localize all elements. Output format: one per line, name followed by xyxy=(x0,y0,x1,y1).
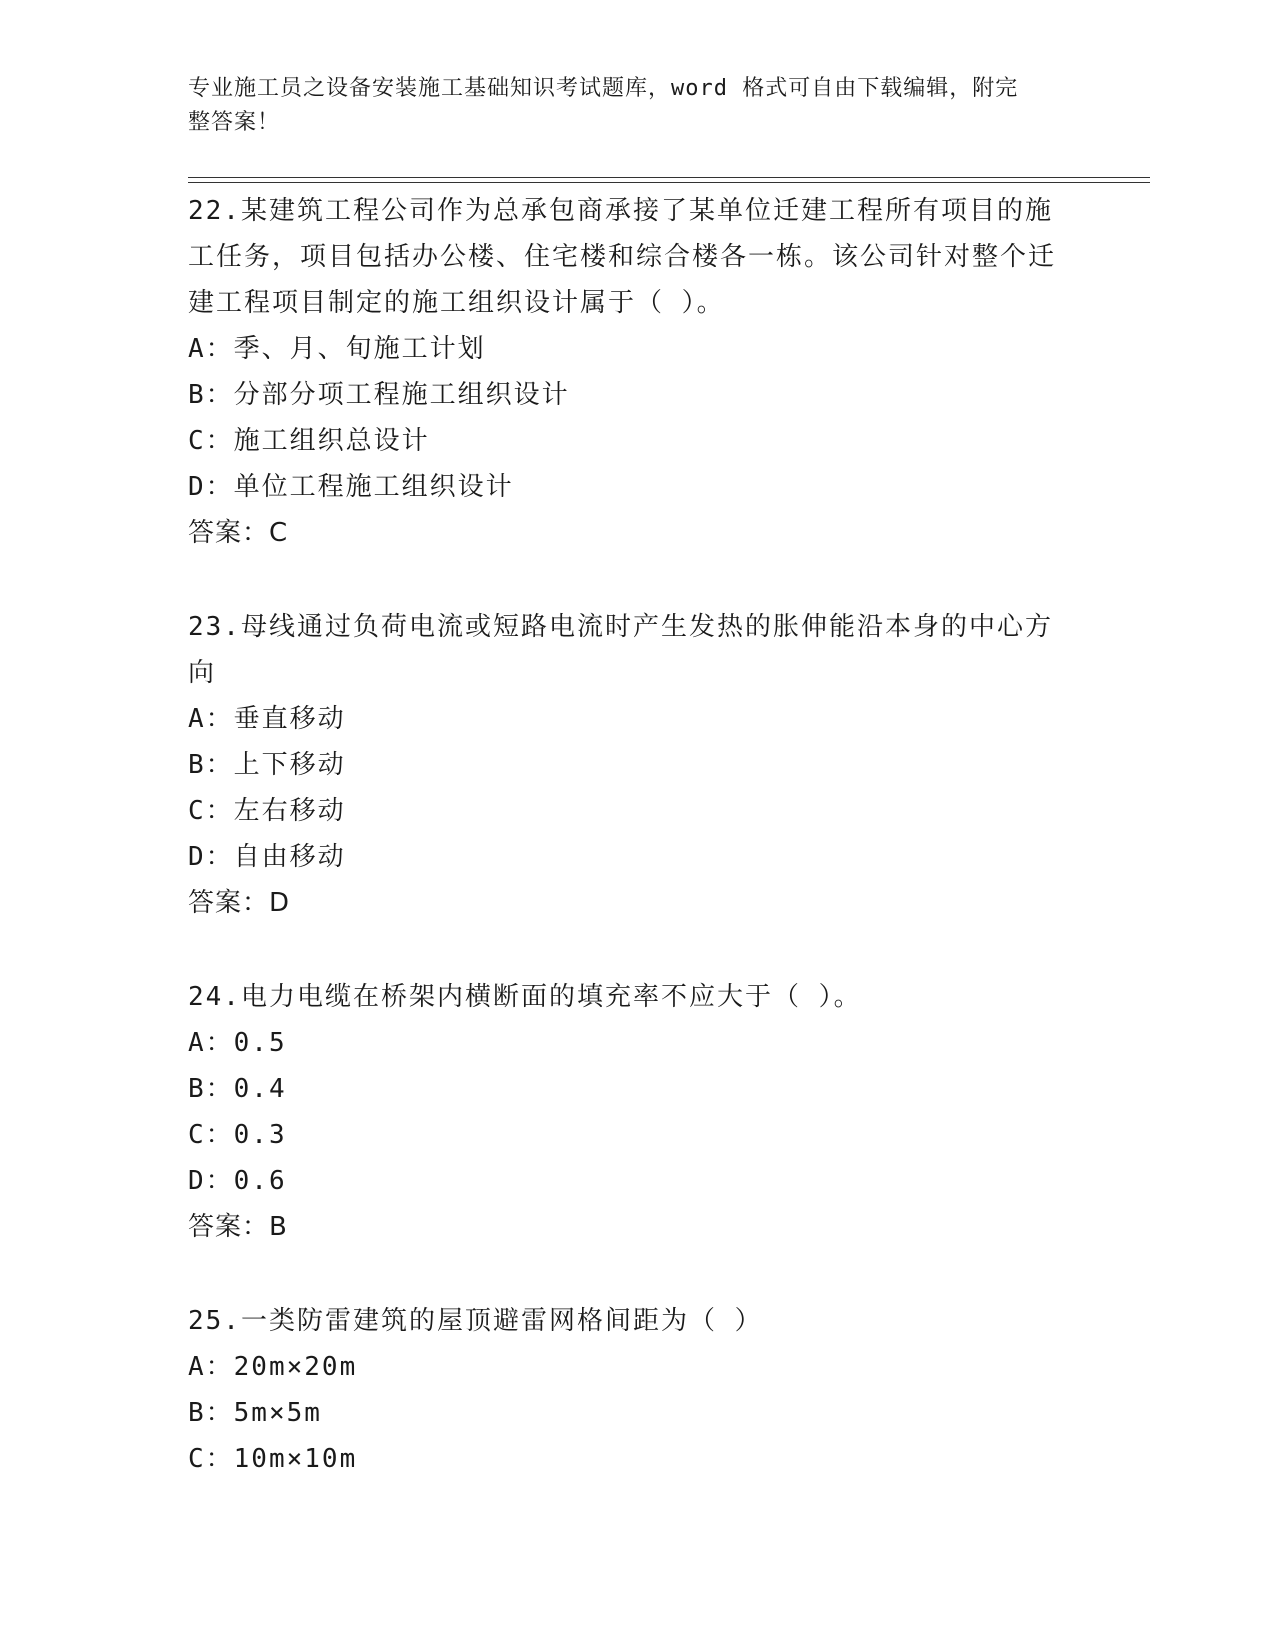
option-key: D： xyxy=(188,472,234,502)
option-text: 垂直移动 xyxy=(233,704,346,734)
option-text: 5m×5m xyxy=(233,1398,322,1428)
answer-line: 答案：C xyxy=(188,518,289,548)
question-item xyxy=(188,974,1088,1250)
answer-option xyxy=(188,1158,1088,1204)
option-text: 季、月、旬施工计划 xyxy=(233,334,486,364)
option-text: 0.4 xyxy=(233,1074,287,1104)
option-key: A： xyxy=(188,1352,234,1382)
option-text: 20m×20m xyxy=(233,1352,358,1382)
option-text: 左右移动 xyxy=(233,796,346,826)
answer-option xyxy=(188,464,1088,510)
answer-option xyxy=(188,326,1088,372)
option-text: 分部分项工程施工组织设计 xyxy=(233,380,570,410)
answer-option xyxy=(188,418,1088,464)
answer-option xyxy=(188,1390,1088,1436)
option-key: A： xyxy=(188,704,234,734)
answer-line: 答案：D xyxy=(188,888,291,918)
option-key: C： xyxy=(188,1120,234,1150)
answer-option xyxy=(188,696,1088,742)
answer-option xyxy=(188,1112,1088,1158)
answer-option xyxy=(188,788,1088,834)
option-key: B： xyxy=(188,750,234,780)
answer-option xyxy=(188,1020,1088,1066)
question-stem: 25.一类防雷建筑的屋顶避雷网格间距为（ ） xyxy=(188,1306,763,1336)
option-key: C： xyxy=(188,796,234,826)
option-key: A： xyxy=(188,334,234,364)
answer-option xyxy=(188,1066,1088,1112)
option-text: 自由移动 xyxy=(233,842,346,872)
question-list xyxy=(188,188,1088,1530)
option-key: B： xyxy=(188,1074,234,1104)
option-text: 0.3 xyxy=(233,1120,287,1150)
option-key: B： xyxy=(188,380,234,410)
question-stem: 23.母线通过负荷电流或短路电流时产生发热的胀伸能沿本身的中心方向 xyxy=(188,612,1053,688)
header-divider-top xyxy=(188,177,1150,178)
answer-option xyxy=(188,834,1088,880)
answer-option xyxy=(188,1344,1088,1390)
header-line-1: 专业施工员之设备安装施工基础知识考试题库，word 格式可自由下载编辑，附完 xyxy=(188,76,1019,101)
option-text: 上下移动 xyxy=(233,750,346,780)
header-divider-bottom xyxy=(188,182,1150,183)
answer-option xyxy=(188,1436,1088,1482)
option-text: 10m×10m xyxy=(233,1444,358,1474)
option-key: B： xyxy=(188,1398,234,1428)
header-line-2: 整答案！ xyxy=(188,110,281,135)
question-item xyxy=(188,188,1088,556)
question-stem: 24.电力电缆在桥架内横断面的填充率不应大于（ ）。 xyxy=(188,982,862,1012)
option-key: C： xyxy=(188,426,234,456)
answer-option xyxy=(188,372,1088,418)
answer-line: 答案：B xyxy=(188,1212,288,1242)
option-key: A： xyxy=(188,1028,234,1058)
question-stem: 22.某建筑工程公司作为总承包商承接了某单位迁建工程所有项目的施工任务，项目包括办公楼、住宅楼和综合楼各一栋。该公司针对整个迁建工程项目制定的施工组织设计属于（ ）。 xyxy=(188,196,1057,318)
option-key: C： xyxy=(188,1444,234,1474)
option-text: 0.6 xyxy=(233,1166,287,1196)
answer-option xyxy=(188,742,1088,788)
question-item xyxy=(188,1298,1088,1482)
option-key: D： xyxy=(188,1166,234,1196)
option-key: D： xyxy=(188,842,234,872)
option-text: 单位工程施工组织设计 xyxy=(233,472,514,502)
option-text: 施工组织总设计 xyxy=(233,426,430,456)
option-text: 0.5 xyxy=(233,1028,287,1058)
question-item xyxy=(188,604,1088,926)
document-header xyxy=(188,72,1068,140)
